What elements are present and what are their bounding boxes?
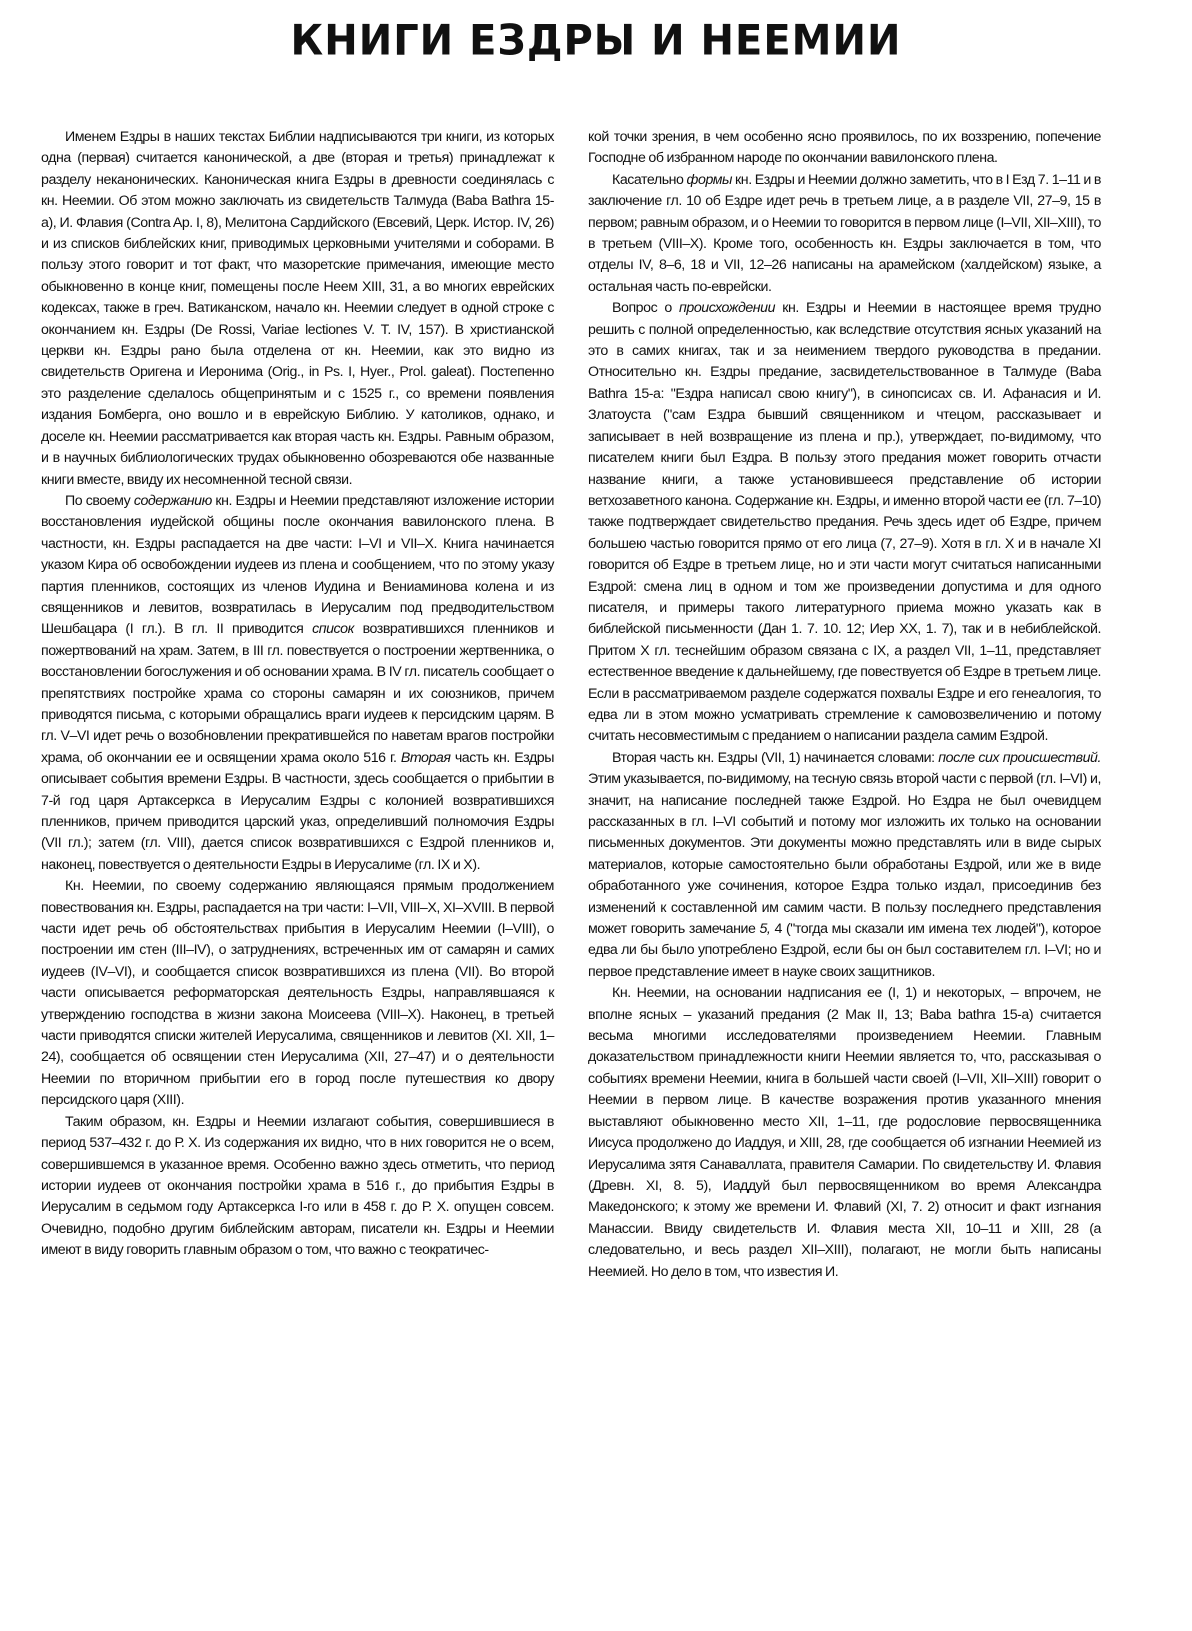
- paragraph: Вторая часть кн. Ездры (VII, 1) начинается словами: после сих происшествий. Этим указывается, по-видимому, на тесную связь второй части с первой (гл. I–VI) и, значит, на написание последней также Ездрой. Но Ездра не был очевидцем рассказанных в гл. I–VI событий и потому мог изложить их только на основании письменных документов. Эти документы можно представлять или в виде сырых материалов, которые самостоятельно были обработаны Ездрой, или же в виде обработанного уже сочинения, которое Ездра только издал, присоединив без изменений к составленной им самим части. В пользу последнего представления может говорить замечание 5, 4 ("тогда мы сказали им имена тех людей"), которое едва ли бы было употреблено Ездрой, если бы он был составителем гл. I–VI; но и первое представление имеет в науке своих защитников.: [588, 749, 1101, 980]
- paragraph: Кн. Неемии, по своему содержанию являющаяся прямым продолжением повествования кн. Ездры, распадается на три части: I–VII, VIII–X, XI–XVIII. В первой части идет речь об обстоятельствах прибытия в Иерусалим Неемии (I–VIII), о построении им стен (III–IV), о затруднениях, встреченных им от самарян и самих иудеев (IV–VI), и сообщается список возвратившихся из плена (VII). Во второй части описывается реформаторская деятельность Ездры, направлявшаяся к утверждению господства в жизни закона Моисеева (VIII–X). Наконец, в третьей части приводятся списки жителей Иерусалима, священников и левитов (XI. XII, 1–24), сообщается об освящении стен Иерусалима (XII, 27–47) и о деятельности Неемии по вторичном прибытии его в город после путешествия ко двору персидского царя (XIII).: [41, 878, 554, 1109]
- paragraph: По своему содержанию кн. Ездры и Неемии представляют изложение истории восстановления иудейской общины после окончания вавилонского плена. В частности, кн. Ездры распадается на две части: I–VI и VII–X. Книга начинается указом Кира об освобождении иудеев из плена и сообщением, что по этому указу партия пленников, состоящих из членов Иудина и Вениаминова колена и из священников и левитов, возвратилась в Иерусалим под предводительством Шешбацара (I гл.). В гл. II приводится список возвратившихся пленников и пожертвований на храм. Затем, в III гл. повествуется о построении жертвенника, о восстановлении богослужения и об основании храма. В IV гл. писатель сообщает о препятствиях постройке храма со стороны самарян и их союзников, причем приводятся письма, с которыми обращались враги иудеев к персидским царям. В гл. V–VI идет речь о возобновлении прекратившейся по наветам врагов постройки храма, об окончании ее и освящении храма около 516 г. Вторая часть кн. Ездры описывает события времени Ездры. В частности, здесь сообщается о прибытии в 7-й год царя Артаксеркса в Иерусалим Ездры с колонией возвратившихся пленников, причем приводится царский указ, определивший полномочия Ездры (VII гл.); затем (гл. VIII), дается список возвратившихся с Ездрой пленников и, наконец, повествуется о деятельности Ездры в Иерусалиме (гл. IX и X).: [41, 492, 554, 873]
- page-title: КНИГИ ЕЗДРЫ И НЕЕМИИ: [290, 16, 902, 66]
- paragraph: Кн. Неемии, на основании надписания ее (I, 1) и некоторых, – впрочем, не вполне ясных – указаний предания (2 Мак II, 13; Baba bathra 15-а) считается весьма многими исследователями произведением Неемии. Главным доказательством принадлежности книги Неемии является то, что, рассказывая о событиях времени Неемии, книга в большей части своей (I–VII, XII–XIII) говорит о Неемии в первом лице. В качестве возражения против указанного мнения выставляют обыкновенно место XII, 1–11, где родословие первосвященника Иисуса продолжено до Иаддуя, и XIII, 28, где сообщается об изгнании Неемией из Иерусалима зятя Санаваллата, правителя Самарии. По свидетельству И. Флавия (Древн. XI, 8. 5), Иаддуй был первосвященником во время Александра Македонского; к этому же времени И. Флавий (XI, 7. 2) относит и факт изгнания Манассии. Ввиду свидетельств И. Флавия места XII, 10–11 и XIII, 28 (а следовательно, и весь раздел XII–XIII), полагают, не могли быть написаны Неемией. Но дело в том, что известия И.: [588, 985, 1101, 1280]
- paragraph: Таким образом, кн. Ездры и Неемии излагают события, совершившиеся в период 537–432 г. до Р. Х. Из содержания их видно, что в них говорится не о всем, совершившемся в указанное время. Особенно важно здесь отметить, что период истории иудеев от окончания постройки храма в 516 г., до прибытия Ездры в Иерусалим в седьмом году Артаксеркса I-го или в 458 г. до Р. Х. опущен совсем. Очевидно, подобно другим библейским авторам, писатели кн. Ездры и Неемии имеют в виду говорить главным образом о том, что важно с теократичес-: [41, 1113, 554, 1259]
- paragraph: Вопрос о происхождении кн. Ездры и Неемии в настоящее время трудно решить с полной определенностью, как вследствие отсутствия ясных указаний на это в самих книгах, так и за неимением твердого руководства в предании. Относительно кн. Ездры предание, засвидетельствованное в Талмуде (Baba Bathra 15-а: "Ездра написал свою книгу"), в синопсисах св. И. Афанасия и И. Златоуста ("сам Ездра бывший священником и чтецом, рассказывает и записывает в ней возвращение из плена и пр.), утверждает, по-видимому, что писателем книги был Ездра. В пользу этого предания может говорить отчасти название книги, а также установившееся представление об истории ветхозаветного канона. Содержание кн. Ездры, и именно второй части ее (гл. 7–10) также подтверждает свидетельство предания. Речь здесь идет об Ездре, причем большею частью говорится прямо от его лица (7, 27–9). Хотя в гл. X и в начале XI говорится об Ездре в третьем лице, но и эти части могут считаться написанными Ездрой: смена лиц в одном и том же произведении допустима и для одного писателя, и примеры такого литературного приема можно указать как в библейской письменности (Дан 1. 7. 10. 12; Иер XX, 1. 7), так и в небиблейской. Притом X гл. теснейшим образом связана с IX, а раздел VII, 1–11, представляет естественное введение к дальнейшему, где повествуется об Ездре в третьем лице. Если в рассматриваемом разделе содержатся похвалы Ездре и его генеалогия, то едва ли в этом можно усматривать стремление к самовозвеличению и потому считать несовместимым с преданием о написании раздела самим Ездрой.: [588, 300, 1101, 745]
- paragraph: Именем Ездры в наших текстах Библии надписываются три книги, из которых одна (первая) считается канонической, а две (вторая и третья) принадлежат к разделу неканонических. Каноническая книга Ездры в древности соединялась с кн. Неемии. Об этом можно заключать из свидетельств Талмуда (Baba Bathra 15-а), И. Флавия (Contra Ap. I, 8), Мелитона Сардийского (Евсевий, Церк. Истор. IV, 26) и из списков библейских книг, приводимых церковными учителями и соборами. В пользу этого говорит и тот факт, что мазоретские примечания, имеющие место обыкновенно в конце книг, помещены после Неем XIII, 31, а во многих еврейских кодексах, также в греч. Ватиканском, начало кн. Неемии следует в одной строке с окончанием кн. Ездры (De Rossi, Variae lectiones V. T. IV, 157). В христианской церкви кн. Ездры рано была отделена от кн. Неемии, как это видно из свидетельств Оригена и Иеронима (Orig., in Ps. I, Hyer., Prol. galeat). Постепенно это разделение сделалось общепринятым и с 1525 г., со времени появления издания Бомберга, оно вошло и в еврейскую Библию. У католиков, однако, и доселе кн. Неемии рассматривается как вторая часть кн. Ездры. Равным образом, и в научных библиологических трудах обыкновенно обозреваются обе названные книги вместе, ввиду их несомненной тесной связи.: [41, 129, 554, 488]
- left-column: [41, 127, 554, 1262]
- paragraph: Касательно формы кн. Ездры и Неемии должно заметить, что в I Езд 7. 1–11 и в заключение гл. 10 об Ездре идет речь в третьем лице, а в разделе VII, 27–9, 15 в первом; равным образом, и о Неемии то говорится в первом лице (I–VII, XII–XIII), то в третьем (VIII–X). Кроме того, особенность кн. Ездры заключается в том, что отделы IV, 8–6, 18 и VII, 12–26 написаны на арамейском (халдейском) языке, а остальная часть по-еврейски.: [588, 171, 1101, 295]
- paragraph: кой точки зрения, в чем особенно ясно проявилось, по их воззрению, попечение Господне об избранном народе по окончании вавилонского плена.: [588, 129, 1101, 167]
- right-column: [588, 127, 1101, 1283]
